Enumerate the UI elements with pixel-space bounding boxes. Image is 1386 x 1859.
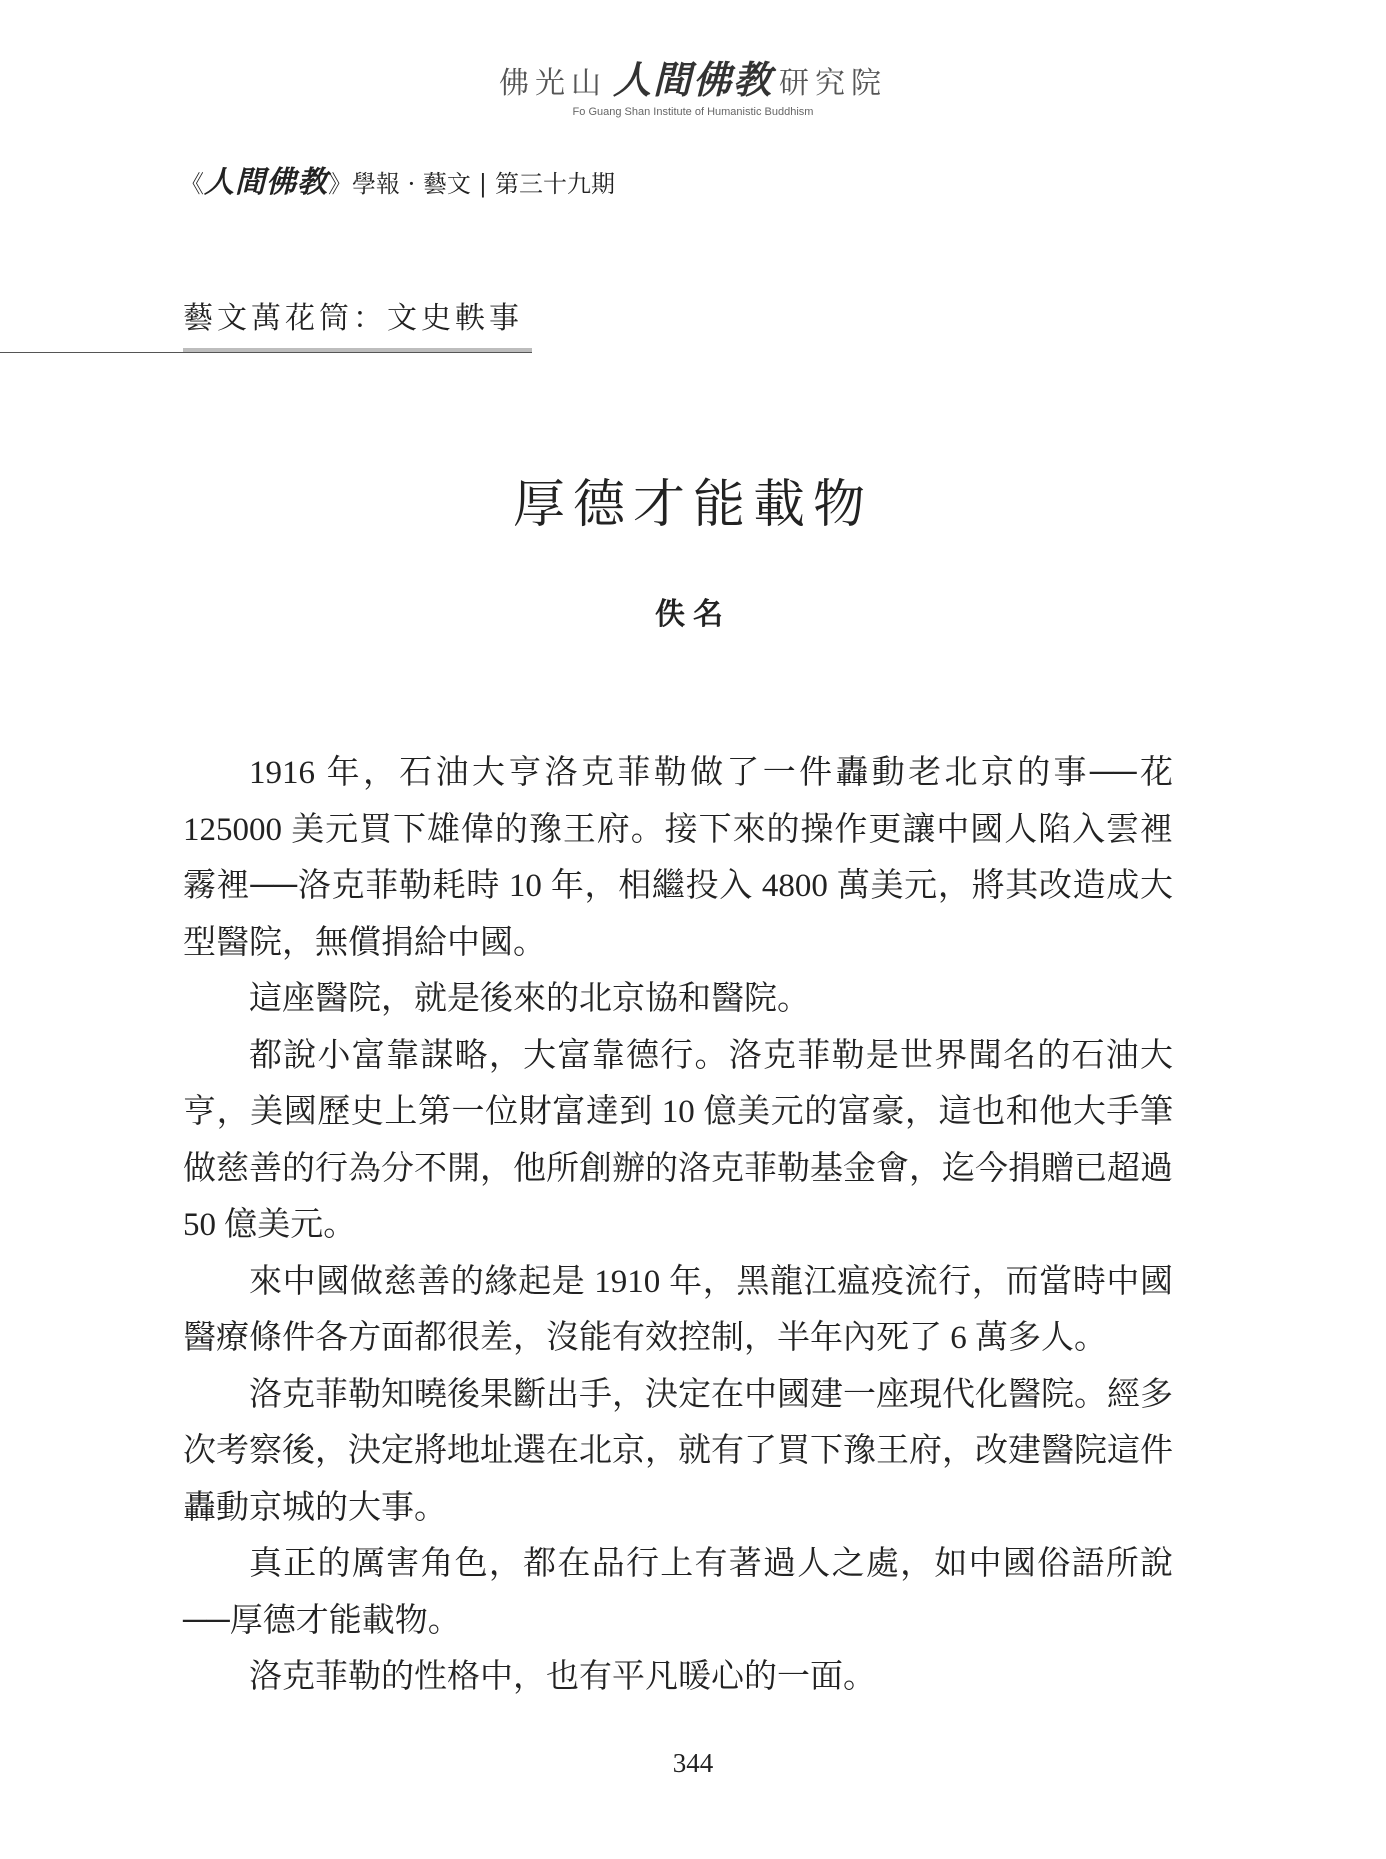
body-paragraph: 這座醫院，就是後來的北京協和醫院。 [249,981,810,1017]
section-rule-accent [183,348,532,352]
masthead-brand-logo: 人間佛教 [612,58,773,102]
journal-separator: | [478,170,487,198]
journal-name: 學報 · 藝文 [352,170,471,198]
section-heading: 藝文萬花筒：文史軼事 [183,301,523,336]
article-author: 佚名 [655,597,731,632]
body-paragraph: 來中國做慈善的緣起是 1910 年，黑龍江瘟疫流行，而當時中國醫療條件各方面都很差，沒能有效控制，半年內死了 6 萬多人。 [183,1263,1173,1356]
article-title: 厚德才能載物 [512,475,873,535]
masthead-suffix: 研究院 [779,66,887,101]
body-paragraph: 1916 年，石油大亨洛克菲勒做了一件轟動老北京的事──花 125000 美元買下雄偉的豫王府。接下來的操作更讓中國人陷入雲裡霧裡──洛克菲勒耗時 10 年，相繼投入 4800 萬美元，將其改造成大型醫院，無償捐給中國。 [183,755,1173,961]
journal-header [180,165,615,202]
body-paragraph: 洛克菲勒知曉後果斷出手，決定在中國建一座現代化醫院。經多次考察後，決定將地址選在北京，就有了買下豫王府，改建醫院這件轟動京城的大事。 [183,1376,1173,1526]
article-body [183,745,1173,1706]
body-paragraph: 洛克菲勒的性格中，也有平凡暖心的一面。 [249,1659,876,1695]
masthead-prefix: 佛光山 [498,66,607,101]
masthead-english: Fo Guang Shan Institute of Humanistic Buddhism [572,106,814,118]
journal-brand-logo: 人間佛教 [204,165,328,200]
body-paragraph: 真正的厲害角色，都在品行上有著過人之處，如中國俗語所說──厚德才能載物。 [183,1546,1173,1639]
journal-close-quote: 》 [328,170,352,198]
page-number: 344 [672,1748,714,1778]
masthead-title [0,60,1386,104]
body-paragraph: 都說小富靠謀略，大富靠德行。洛克菲勒是世界聞名的石油大亨，美國歷史上第一位財富達到 10 億美元的富豪，這也和他大手筆做慈善的行為分不開，他所創辦的洛克菲勒基金會，迄今捐贈已超過 50 億美元。 [183,1037,1173,1243]
journal-issue: 第三十九期 [494,170,615,198]
masthead [0,60,1386,118]
section-rule [0,352,532,353]
journal-open-quote: 《 [180,170,204,198]
